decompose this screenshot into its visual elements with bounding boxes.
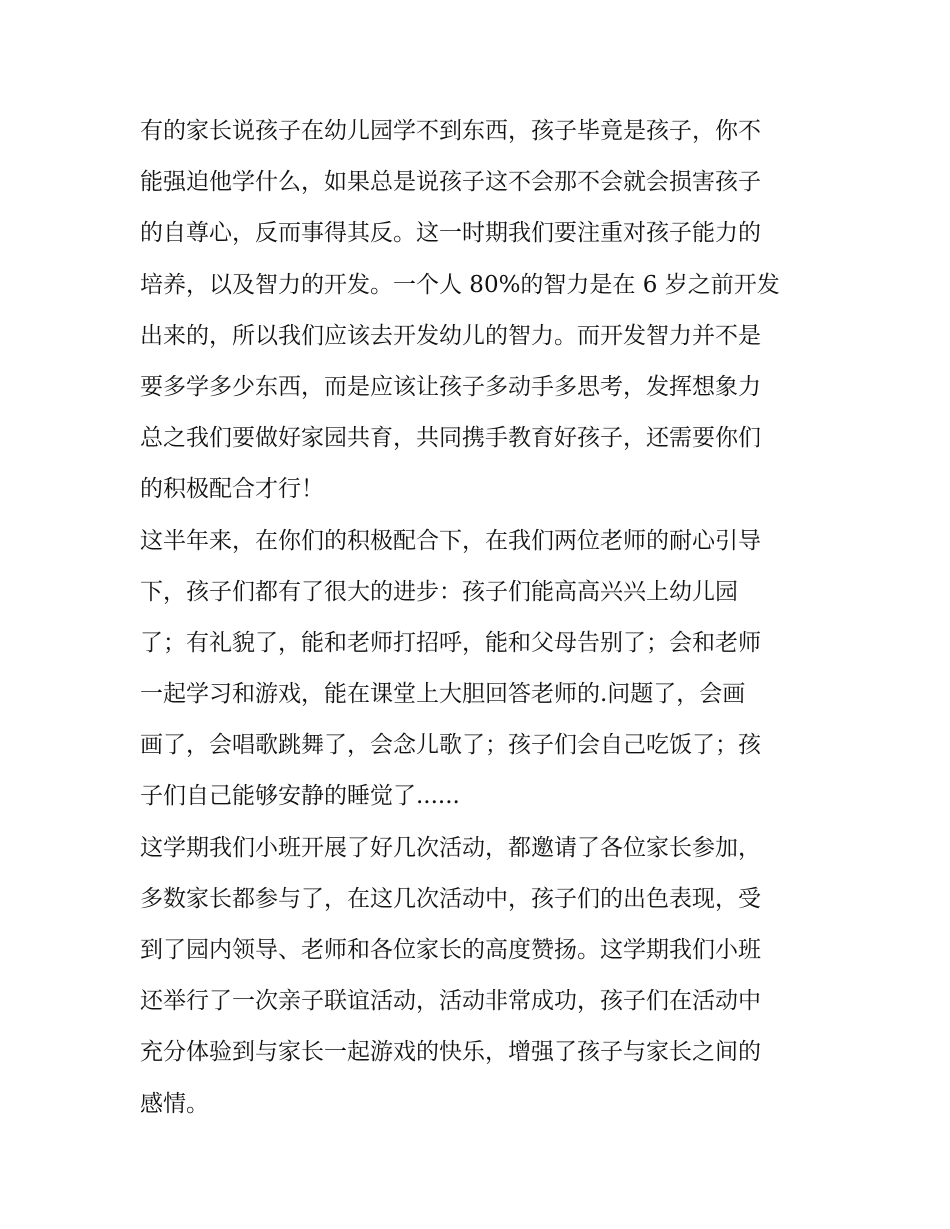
text-line: 一起学习和游戏，能在课堂上大胆回答老师的.问题了，会画 [140,681,746,708]
text-line: 充分体验到与家长一起游戏的快乐，增强了孩子与家长之间的 [140,1039,761,1066]
text-line: 到了园内领导、老师和各位家长的高度赞扬。这学期我们小班 [140,937,761,963]
text-line: 能强迫他学什么，如果总是说孩子这不会那不会就会损害孩子 [140,169,761,196]
text-line: 要多学多少东西，而是应该让孩子多动手多思考，发挥想象力 [140,373,761,400]
text-line: 的自尊心，反而事得其反。这一时期我们要注重对孩子能力的 [140,220,761,247]
text-line: 了；有礼貌了，能和老师打招呼，能和父母告别了；会和老师 [140,629,761,656]
text-line: 子们自己能够安静的睡觉了...... [140,783,460,810]
text-line: 总之我们要做好家园共育，共同携手教育好孩子，还需要你们 [140,425,761,452]
text-line: 这半年来，在你们的积极配合下，在我们两位老师的耐心引导 [140,527,761,554]
text-line: 感情。 [140,1090,209,1117]
text-line: 这学期我们小班开展了好几次活动，都邀请了各位家长参加， [140,834,761,861]
text-line: 有的家长说孩子在幼儿园学不到东西，孩子毕竟是孩子，你不 [140,118,761,144]
text-line: 多数家长都参与了，在这几次活动中，孩子们的出色表现，受 [140,885,761,912]
text-line: 出来的，所以我们应该去开发幼儿的智力。而开发智力并不是 [140,322,761,349]
body-text [140,106,820,1130]
text-line: 下，孩子们都有了很大的进步：孩子们能高高兴兴上幼儿园 [140,578,738,605]
text-line: 培养，以及智力的开发。一个人 80%的智力是在 6 岁之前开发 [140,271,780,298]
text-line: 画了，会唱歌跳舞了，会念儿歌了；孩子们会自己吃饭了；孩 [140,732,761,759]
text-line: 的积极配合才行！ [140,476,324,503]
text-line: 还举行了一次亲子联谊活动，活动非常成功，孩子们在活动中 [140,988,761,1015]
